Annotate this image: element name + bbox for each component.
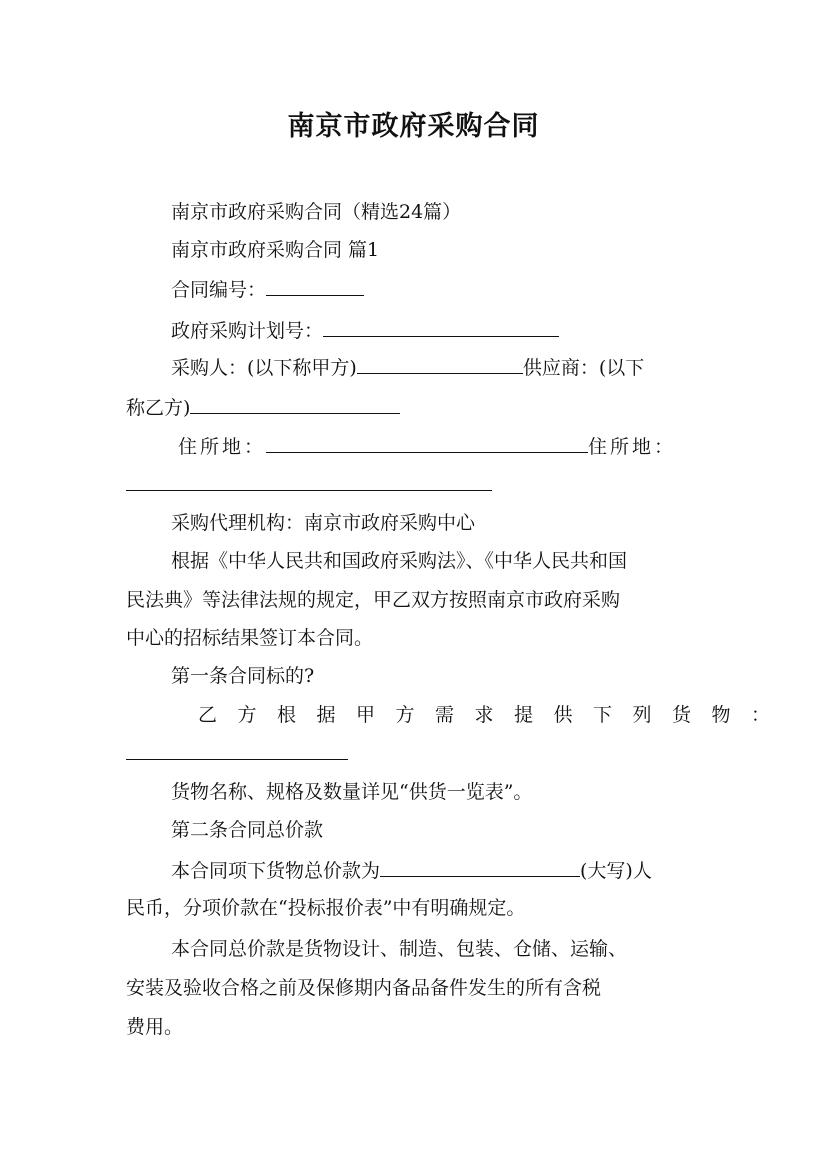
document-title: 南京市政府采购合同	[287, 111, 540, 142]
para1-line2: 民法典》等法律法规的规定，甲乙双方按照南京市政府采购	[126, 589, 621, 611]
price-label-tail: (大写)人	[580, 860, 652, 882]
chapter-heading: 南京市政府采购合同 篇1	[171, 239, 380, 261]
supplier-label-cont: 称乙方)	[126, 397, 191, 419]
para2-line2: 安装及验收合格之前及保修期内备品备件发生的所有含税	[126, 977, 602, 999]
price-blank	[380, 856, 580, 877]
plan-number-blank	[323, 316, 559, 337]
agency-line: 采购代理机构：南京市政府采购中心	[171, 512, 476, 534]
price-line2: 民币，分项价款在“投标报价表”中有明确规定。	[126, 897, 526, 919]
article1-heading: 第一条合同标的?	[171, 665, 315, 687]
plan-number-row	[171, 316, 559, 345]
address-blank-buyer	[266, 432, 588, 453]
para1-line1: 根据《中华人民共和国政府采购法》、《中华人民共和国	[171, 550, 628, 572]
article2-heading: 第二条合同总价款	[171, 819, 324, 841]
price-row	[171, 856, 652, 885]
contract-number-row	[171, 275, 364, 304]
address-label-supplier: 住所地：	[588, 436, 677, 458]
parties-row	[171, 353, 644, 382]
buyer-blank	[357, 353, 523, 374]
address-supplier-row	[126, 470, 492, 499]
contract-number-label: 合同编号：	[171, 279, 267, 301]
goods-blank-row	[126, 739, 348, 768]
price-label: 本合同项下货物总价款为	[171, 860, 381, 882]
article1-text: 乙方根据甲方需求提供下列货物：	[198, 704, 791, 726]
address-blank-supplier	[126, 470, 492, 491]
plan-number-label: 政府采购计划号：	[171, 320, 324, 342]
contract-number-blank	[266, 275, 364, 296]
supplier-blank	[190, 393, 400, 414]
buyer-label: 采购人：(以下称甲方)	[171, 357, 357, 379]
para1-line3: 中心的招标结果签订本合同。	[126, 627, 374, 649]
goods-note: 货物名称、规格及数量详见“供货一览表”。	[171, 781, 533, 803]
address-row	[178, 432, 676, 461]
supplier-label: 供应商：(以下	[522, 357, 645, 379]
goods-blank	[126, 739, 348, 760]
para2-line3: 费用。	[126, 1016, 184, 1038]
document-subtitle: 南京市政府采购合同（精选24篇）	[171, 201, 462, 223]
supplier-row	[126, 393, 400, 422]
para2-line1: 本合同总价款是货物设计、制造、包装、仓储、运输、	[171, 938, 628, 960]
address-label-buyer: 住所地：	[178, 436, 267, 458]
